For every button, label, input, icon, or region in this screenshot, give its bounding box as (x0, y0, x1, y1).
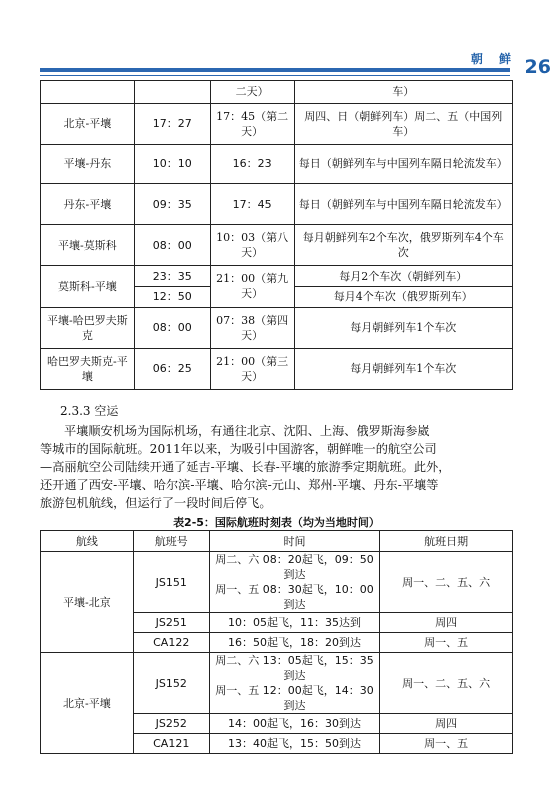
flight-no-cell: CA122 (133, 633, 209, 653)
time-line: 周二、六 08：20起飞，09：50到达 (215, 553, 374, 581)
note-cell: 每月朝鲜列车1个车次 (294, 348, 512, 389)
arrive-cell: 17：45（第二天） (210, 103, 294, 144)
header-time: 时间 (209, 531, 380, 552)
time-cell (209, 552, 380, 613)
table-header-row (41, 531, 513, 552)
flight-no-cell: JS251 (133, 613, 209, 633)
train-schedule-table (40, 80, 513, 390)
note-cell: 每日（朝鲜列车与中国列车隔日轮流发车） (294, 183, 512, 224)
time-line: 周一、五 08：30起飞，10：00到达 (215, 583, 374, 611)
arrive-cell: 21：00（第九天） (210, 266, 294, 307)
note-cell: 每月2个车次（朝鲜列车） (294, 266, 512, 287)
depart-cell: 06：25 (134, 348, 210, 389)
time-cell: 13：40起飞，15：50到达 (209, 734, 380, 754)
paragraph-line: 等城市的国际航班。2011年以来，为吸引中国游客，朝鲜唯一的航空公司 (40, 442, 437, 456)
flight-no-cell: JS152 (133, 653, 209, 714)
depart-cell: 17：27 (134, 103, 210, 144)
depart-cell (134, 81, 210, 104)
table-row (41, 225, 513, 266)
paragraph-line: 平壤顺安机场为国际机场，有通往北京、沈阳、上海、俄罗斯海参崴 (64, 424, 430, 438)
table-caption: 表2-5：国际航班时刻表（均为当地时间） (173, 516, 380, 529)
note-cell: 每月朝鲜列车1个车次 (294, 307, 512, 348)
time-cell (209, 653, 380, 714)
arrive-cell: 21：00（第三天） (210, 348, 294, 389)
flight-no-cell: JS151 (133, 552, 209, 613)
paragraph-line: 旅游包机航线，但运行了一段时间后停飞。 (40, 496, 272, 510)
depart-cell: 10：10 (134, 144, 210, 183)
days-cell: 周四 (380, 613, 513, 633)
table-row (41, 266, 513, 287)
flight-no-cell: JS252 (133, 714, 209, 734)
header-rule-thick (40, 68, 510, 72)
depart-cell: 08：00 (134, 225, 210, 266)
arrive-cell: 10：03（第八天） (210, 225, 294, 266)
flight-schedule-table (40, 530, 513, 754)
note-cell: 每日（朝鲜列车与中国列车隔日轮流发车） (294, 144, 512, 183)
table-row (41, 348, 513, 389)
days-cell: 周一、二、五、六 (380, 653, 513, 714)
header-flight-no: 航班号 (133, 531, 209, 552)
header-route: 航线 (41, 531, 134, 552)
days-cell: 周四 (380, 714, 513, 734)
route-cell (41, 81, 135, 104)
days-cell: 周一、五 (380, 734, 513, 754)
depart-cell: 12：50 (134, 286, 210, 307)
time-cell: 14：00起飞，16：30到达 (209, 714, 380, 734)
chapter-title: 朝 鲜 (470, 52, 517, 66)
time-line: 周一、五 12：00起飞，14：30到达 (215, 684, 374, 712)
arrive-cell: 17：45 (210, 183, 294, 224)
page-number: 26 (524, 56, 551, 78)
route-cell: 莫斯科-平壤 (41, 266, 135, 307)
paragraph-line: 还开通了西安-平壤、哈尔滨-平壤、哈尔滨-元山、郑州-平壤、丹东-平壤等 (40, 478, 439, 492)
note-cell: 车） (294, 81, 512, 104)
section-heading: 2.3.3 空运 (60, 404, 119, 418)
note-cell: 周四、日（朝鲜列车）周二、五（中国列车） (294, 103, 512, 144)
time-cell: 16：50起飞，18：20到达 (209, 633, 380, 653)
route-cell: 平壤-丹东 (41, 144, 135, 183)
depart-cell: 09：35 (134, 183, 210, 224)
table-row (41, 307, 513, 348)
table-row (41, 81, 513, 104)
time-line: 周二、六 13：05起飞，15：35到达 (215, 654, 374, 682)
route-cell: 平壤-北京 (41, 552, 134, 653)
air-transport-paragraph (40, 422, 513, 512)
paragraph-line: —高丽航空公司陆续开通了延吉-平壤、长春-平壤的旅游季定期航班。此外， (40, 460, 451, 474)
route-cell: 北京-平壤 (41, 103, 135, 144)
header-rule-thin (40, 75, 510, 76)
depart-cell: 08：00 (134, 307, 210, 348)
days-cell: 周一、五 (380, 633, 513, 653)
table-row (41, 103, 513, 144)
arrive-cell: 二天） (210, 81, 294, 104)
header-days: 航班日期 (380, 531, 513, 552)
route-cell: 哈巴罗夫斯克-平壤 (41, 348, 135, 389)
arrive-cell: 16：23 (210, 144, 294, 183)
days-cell: 周一、二、五、六 (380, 552, 513, 613)
depart-cell: 23：35 (134, 266, 210, 287)
note-cell: 每月4个车次（俄罗斯列车） (294, 286, 512, 307)
table-row (41, 653, 513, 714)
route-cell: 丹东-平壤 (41, 183, 135, 224)
table-row (41, 183, 513, 224)
flight-no-cell: CA121 (133, 734, 209, 754)
time-cell: 10：05起飞，11：35达到 (209, 613, 380, 633)
arrive-cell: 07：38（第四天） (210, 307, 294, 348)
table-row (41, 552, 513, 613)
table-row (41, 144, 513, 183)
route-cell: 北京-平壤 (41, 653, 134, 754)
route-cell: 平壤-哈巴罗夫斯克 (41, 307, 135, 348)
note-cell: 每月朝鲜列车2个车次，俄罗斯列车4个车次 (294, 225, 512, 266)
route-cell: 平壤-莫斯科 (41, 225, 135, 266)
